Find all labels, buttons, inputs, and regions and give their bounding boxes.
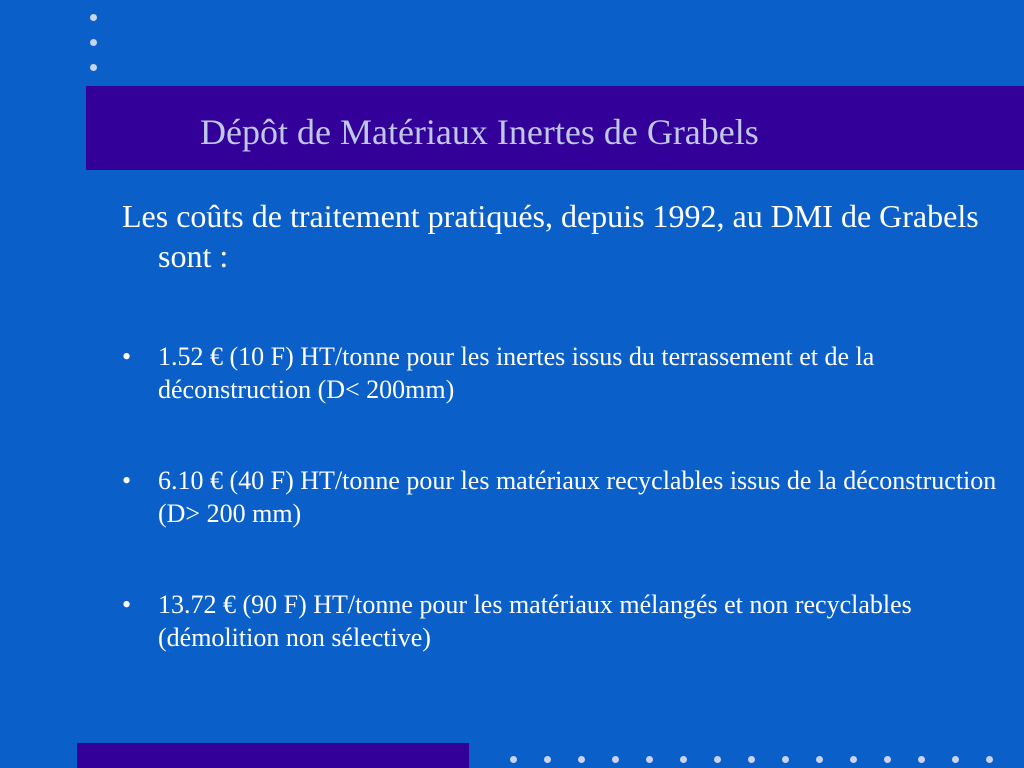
bottom-band (77, 743, 469, 768)
bullet-marker: • (122, 466, 132, 495)
decorative-dot (578, 756, 585, 763)
intro-text: Les coûts de traitement pratiqués, depuis 1992, au DMI de Grabels sont : (122, 198, 979, 274)
decorative-dot (90, 64, 97, 71)
decorative-dot (680, 756, 687, 763)
bullet-text: 6.10 € (40 F) HT/tonne pour les matériaux recyclables issus de la déconstruction (D> 200 mm) (158, 466, 997, 528)
bullet-item (122, 340, 1002, 406)
decorative-dot (952, 756, 959, 763)
decorative-dot (714, 756, 721, 763)
decorative-dot (544, 756, 551, 763)
decorative-dot (90, 14, 97, 21)
bullet-marker: • (122, 342, 132, 371)
decorative-dot (884, 756, 891, 763)
bullet-list (122, 340, 1002, 654)
decorative-dot (90, 39, 97, 46)
slide-title: Dépôt de Matériaux Inertes de Grabels (200, 112, 759, 152)
decorative-dot (986, 756, 993, 763)
decorative-dot (510, 756, 517, 763)
bullet-marker: • (122, 590, 132, 619)
decorative-dot (612, 756, 619, 763)
decorative-dot (782, 756, 789, 763)
bullet-text: 1.52 € (10 F) HT/tonne pour les inertes issus du terrassement et de la déconstruction (D< 200mm) (158, 342, 875, 404)
decorative-dot (850, 756, 857, 763)
decorative-dot (748, 756, 755, 763)
bullet-item (122, 588, 1002, 654)
bullet-item (122, 464, 1002, 530)
decorative-dot (918, 756, 925, 763)
decorative-dot (816, 756, 823, 763)
decorative-dot (646, 756, 653, 763)
bullet-text: 13.72 € (90 F) HT/tonne pour les matériaux mélangés et non recyclables (démolition non sélective) (158, 590, 912, 652)
